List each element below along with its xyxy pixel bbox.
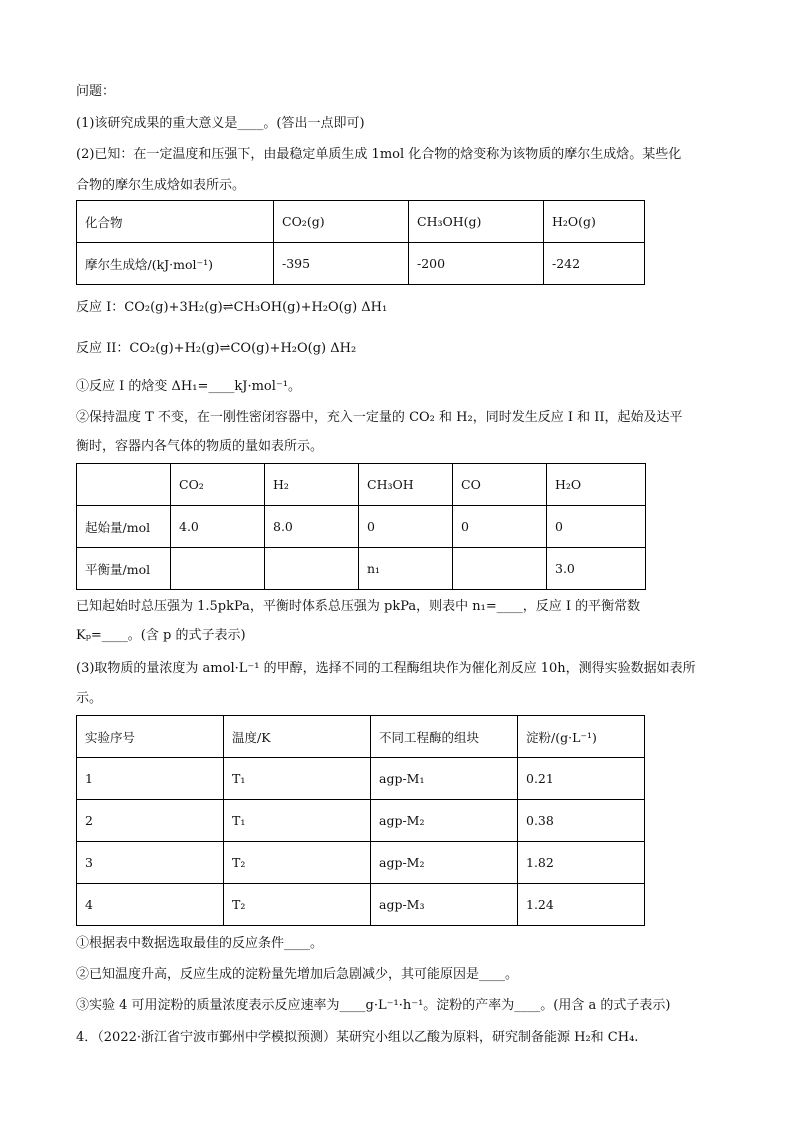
enthalpy-table	[76, 200, 645, 285]
question-3-line-1: (3)取物质的量浓度为 amol·L⁻¹ 的甲醇，选择不同的工程酶组块作为催化剂反应 10h，测得实验数据如表所	[76, 661, 696, 676]
table-cell: 0	[547, 506, 646, 548]
table-cell: 0.38	[518, 800, 645, 842]
table-header-cell: CH₃OH(g)	[409, 201, 544, 243]
table-header-cell: 淀粉/(g·L⁻¹)	[518, 716, 645, 758]
question-1: (1)该研究成果的重大意义是____。(答出一点即可)	[76, 116, 365, 131]
table-cell: agp-M₂	[371, 800, 518, 842]
question-label: 问题：	[76, 84, 116, 99]
table-cell: 2	[77, 800, 224, 842]
sub-question-3-3: ③实验 4 可用淀粉的质量浓度表示反应速率为____g·L⁻¹·h⁻¹。淀粉的产率为____。(用含 a 的式子表示)	[76, 998, 671, 1013]
sub-question-3-1: ①根据表中数据选取最佳的反应条件____。	[76, 936, 324, 951]
question-2-line-2: 合物的摩尔生成焓如表所示。	[76, 178, 246, 193]
sub-question-2-line-2: 衡时，容器内各气体的物质的量如表所示。	[76, 439, 324, 454]
table-cell: agp-M₁	[371, 758, 518, 800]
table-cell: 摩尔生成焓/(kJ·mol⁻¹)	[77, 243, 274, 285]
sub-question-2-line-1: ②保持温度 T 不变，在一刚性密闭容器中，充入一定量的 CO₂ 和 H₂，同时发生反应 I 和 II，起始及达平	[76, 410, 683, 425]
table-cell: 1.24	[518, 884, 645, 926]
question-3-line-2: 示。	[76, 691, 103, 706]
table-cell: agp-M₃	[371, 884, 518, 926]
table-cell: 0.21	[518, 758, 645, 800]
sub-question-3-2: ②已知温度升高，反应生成的淀粉量先增加后急剧减少，其可能原因是____。	[76, 967, 519, 982]
table-cell	[453, 548, 547, 590]
table-header-cell: H₂O	[547, 464, 646, 506]
table-cell: T₁	[224, 800, 371, 842]
table-cell: 0	[359, 506, 453, 548]
table-cell: T₂	[224, 842, 371, 884]
reaction-2: 反应 II：CO₂(g)+H₂(g)⇌CO(g)+H₂O(g) ΔH₂	[76, 341, 357, 356]
table-cell: agp-M₂	[371, 842, 518, 884]
table-header-cell: 温度/K	[224, 716, 371, 758]
question-4: 4．（2022·浙江省宁波市鄞州中学模拟预测）某研究小组以乙酸为原料，研究制备能源 H₂和 CH₄.	[76, 1030, 639, 1045]
table-cell: T₂	[224, 884, 371, 926]
table-header-cell: 实验序号	[77, 716, 224, 758]
table-cell: 1.82	[518, 842, 645, 884]
table-cell: T₁	[224, 758, 371, 800]
sub-question-1: ①反应 I 的焓变 ΔH₁=____kJ·mol⁻¹。	[76, 379, 301, 394]
table-cell: n₁	[359, 548, 453, 590]
table-header-cell: H₂O(g)	[544, 201, 645, 243]
table-cell: -395	[274, 243, 409, 285]
follow-up-line-1: 已知起始时总压强为 1.5pkPa，平衡时体系总压强为 pkPa，则表中 n₁=____，反应 I 的平衡常数	[76, 599, 641, 614]
table-header-cell: CH₃OH	[359, 464, 453, 506]
table-header-cell: 化合物	[77, 201, 274, 243]
table-cell: 起始量/mol	[77, 506, 171, 548]
table-cell: -200	[409, 243, 544, 285]
table-cell: 1	[77, 758, 224, 800]
table-header-cell: 不同工程酶的组块	[371, 716, 518, 758]
table-cell: -242	[544, 243, 645, 285]
follow-up-line-2: Kₚ=____。(含 p 的式子表示)	[76, 628, 246, 643]
table-header-cell: CO	[453, 464, 547, 506]
enzyme-table	[76, 715, 645, 926]
question-2-line-1: (2)已知：在一定温度和压强下，由最稳定单质生成 1mol 化合物的焓变称为该物质的摩尔生成焓。某些化	[76, 147, 682, 162]
table-cell: 3.0	[547, 548, 646, 590]
table-cell: 8.0	[265, 506, 359, 548]
equilibrium-table	[76, 463, 646, 590]
reaction-1: 反应 I：CO₂(g)+3H₂(g)⇌CH₃OH(g)+H₂O(g) ΔH₁	[76, 300, 388, 315]
table-cell: 3	[77, 842, 224, 884]
table-header-cell: H₂	[265, 464, 359, 506]
table-cell: 4.0	[171, 506, 265, 548]
table-header-cell: CO₂	[171, 464, 265, 506]
table-cell: 平衡量/mol	[77, 548, 171, 590]
table-header-cell	[77, 464, 171, 506]
table-header-cell: CO₂(g)	[274, 201, 409, 243]
table-cell: 4	[77, 884, 224, 926]
table-cell	[171, 548, 265, 590]
table-cell	[265, 548, 359, 590]
table-cell: 0	[453, 506, 547, 548]
